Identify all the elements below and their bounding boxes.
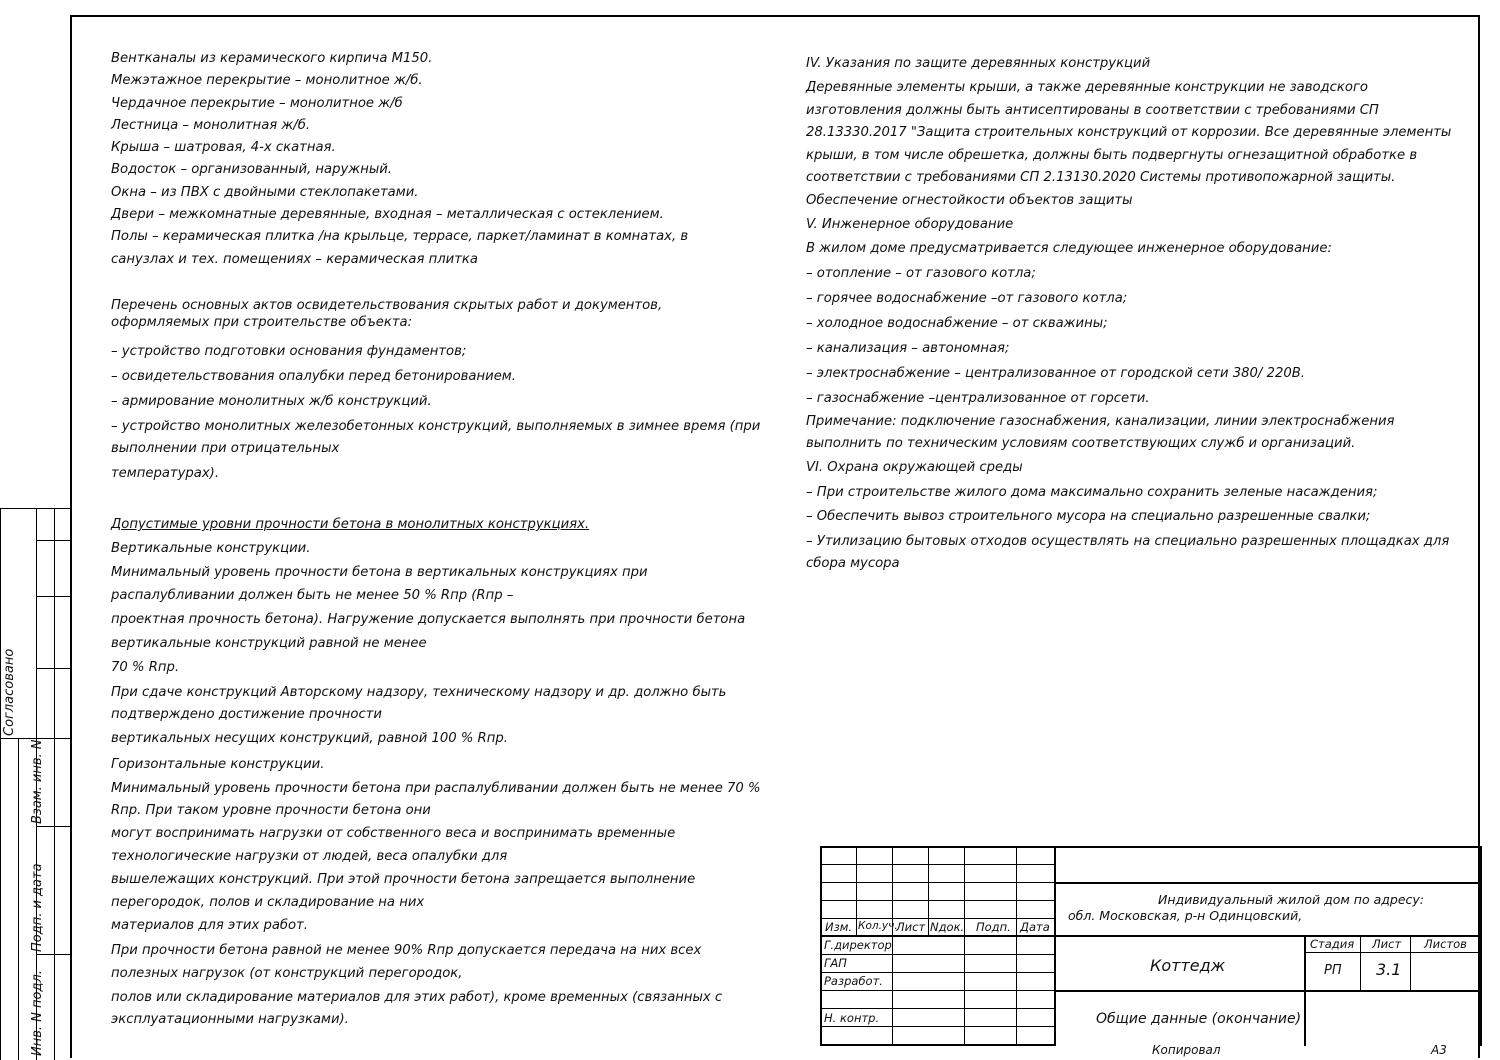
right-line: Обеспечение огнестойкости объектов защиты	[806, 192, 1133, 208]
format-label: А3	[1431, 1043, 1447, 1057]
right-line: V. Инженерное оборудование	[806, 216, 1014, 232]
concrete-line: эксплуатационными нагрузками).	[111, 1011, 349, 1027]
concrete-line: подтверждено достижение прочности	[111, 706, 382, 722]
stage-label: Стадия	[1310, 937, 1355, 951]
right-line: крыши, в том числе обрешетка, должны быть подвергнуты огнезащитной обработке в	[806, 147, 1418, 163]
sheet-title: Общие данные (окончание)	[1096, 1011, 1302, 1027]
sheets-label: Листов	[1424, 937, 1467, 951]
right-line: – При строительстве жилого дома максимально сохранить зеленые насаждения;	[806, 484, 1378, 500]
title-block	[820, 846, 1482, 1046]
col-header-change: Изм.	[825, 920, 853, 934]
right-line: – горячее водоснабжение –от газового котла;	[806, 290, 1128, 306]
spec-line: Крыша – шатровая, 4-х скатная.	[111, 140, 336, 156]
right-line: Примечание: подключение газоснабжения, канализации, линии электроснабжения	[806, 413, 1395, 429]
col-header-count: Кол.уч.	[858, 920, 898, 932]
acts-item: – освидетельствования опалубки перед бетонированием.	[111, 368, 516, 384]
acts-item: температурах).	[111, 465, 220, 481]
spec-line: Окна – из ПВХ с двойными стеклопакетами.	[111, 184, 419, 200]
acts-item: – устройство подготовки основания фундаментов;	[111, 343, 467, 359]
acts-heading: оформляемых при строительстве объекта:	[111, 314, 413, 330]
concrete-line: перегородок, полов и складирование на них	[111, 894, 425, 910]
role-director: Г.директор	[824, 938, 892, 952]
concrete-line: полезных нагрузок (от конструкций перегородок,	[111, 965, 463, 981]
concrete-line: распалубливании должен быть не менее 50 % Rпр (Rпр –	[111, 587, 514, 603]
right-line: 28.13330.2017 "Защита строительных конструкций от коррозии. Все деревянные элементы	[806, 125, 1452, 141]
copied-label: Копировал	[1152, 1043, 1221, 1057]
replace-inv-label: Взам. инв. N	[30, 739, 45, 824]
concrete-title: Допустимые уровни прочности бетона в монолитных конструкциях.	[111, 516, 590, 532]
col-header-doc: Nдок.	[930, 920, 965, 934]
spec-line: Водосток – организованный, наружный.	[111, 162, 392, 178]
concrete-line: Минимальный уровень прочности бетона при распалубливании должен быть не менее 70 %	[111, 780, 761, 796]
spec-line: Вентканалы из керамического кирпича М150.	[111, 51, 433, 66]
col-header-date: Дата	[1020, 920, 1050, 934]
right-line: – электроснабжение – централизованное от городской сети 380/ 220В.	[806, 365, 1305, 381]
role-norm-control: Н. контр.	[824, 1011, 880, 1025]
side-stamp	[0, 508, 72, 1060]
concrete-line: материалов для этих работ.	[111, 917, 308, 933]
concrete-line: При сдаче конструкций Авторскому надзору, техническому надзору и др. должно быть	[111, 684, 727, 700]
inv-orig-label: Инв. N подл.	[30, 970, 45, 1056]
right-line: – газоснабжение –централизованное от горсети.	[806, 390, 1150, 406]
sheet-label: Лист	[1372, 937, 1402, 951]
concrete-line: могут воспринимать нагрузки от собственного веса и воспринимать временные	[111, 825, 676, 841]
concrete-line: При прочности бетона равной не менее 90% Rпр допускается передача на них всех	[111, 942, 702, 958]
right-line: изготовления должны быть антисептированы в соответствии с требованиями СП	[806, 102, 1379, 118]
right-line: соответствии с требованиями СП 2.13130.2020 Системы противопожарной защиты.	[806, 170, 1396, 186]
concrete-line: 70 % Rпр.	[111, 659, 180, 675]
concrete-line: Минимальный уровень прочности бетона в вертикальных конструкциях при	[111, 564, 648, 580]
spec-line: Межэтажное перекрытие – монолитное ж/б.	[111, 73, 423, 89]
right-column	[806, 51, 1456, 573]
right-line: В жилом доме предусматривается следующее инженерное оборудование:	[806, 240, 1332, 256]
right-line: – Обеспечить вывоз строительного мусора на специально разрешенные свалки;	[806, 508, 1371, 524]
col-header-sheet: Лист	[896, 920, 926, 934]
address-line-1: Индивидуальный жилой дом по адресу:	[1158, 892, 1424, 907]
concrete-line: Горизонтальные конструкции.	[111, 756, 325, 772]
concrete-line: Rпр. При таком уровне прочности бетона они	[111, 802, 431, 818]
role-gap: ГАП	[824, 956, 847, 970]
role-developer: Разработ.	[824, 974, 883, 988]
col-header-sign: Подп.	[976, 920, 1011, 934]
spec-line: Двери – межкомнатные деревянные, входная – металлическая с остеклением.	[111, 207, 664, 223]
object-name: Коттедж	[1150, 956, 1226, 975]
acts-heading: Перечень основных актов освидетельствования скрытых работ и документов,	[111, 297, 663, 313]
right-line: сбора мусора	[806, 555, 900, 571]
concrete-line: технологические нагрузки от людей, веса опалубки для	[111, 848, 508, 864]
right-line: – канализация – автономная;	[806, 340, 1010, 356]
address-line-2: обл. Московская, р-н Одинцовский,	[1068, 908, 1303, 923]
right-line: Деревянные элементы крыши, а также деревянные конструкции не заводского	[806, 80, 1368, 95]
acts-item: – армирование монолитных ж/б конструкций.	[111, 393, 432, 409]
concrete-line: проектная прочность бетона). Нагружение допускается выполнять при прочности бетона	[111, 611, 746, 627]
right-line: VI. Охрана окружающей среды	[806, 459, 1023, 475]
spec-line: Чердачное перекрытие – монолитное ж/б	[111, 95, 403, 111]
stage-value: РП	[1324, 963, 1342, 978]
sign-date-label: Подп. и дата	[30, 863, 45, 952]
concrete-line: вертикальные конструкций равной не менее	[111, 635, 427, 651]
right-line: – холодное водоснабжение – от скважины;	[806, 315, 1108, 331]
spec-line: Полы – керамическая плитка /на крыльце, террасе, паркет/ламинат в комнатах, в	[111, 229, 689, 245]
right-line: IV. Указания по защите деревянных конструкций	[806, 56, 1151, 71]
concrete-line: вышележащих конструкций. При этой прочности бетона запрещается выполнение	[111, 871, 696, 887]
acts-item: выполнении при отрицательных	[111, 440, 340, 456]
concrete-line: Вертикальные конструкции.	[111, 540, 311, 556]
agreed-label: Согласовано	[2, 648, 17, 736]
concrete-line: полов или складирование материалов для этих работ), кроме временных (связанных с	[111, 989, 723, 1005]
spec-line: Лестница – монолитная ж/б.	[111, 117, 311, 133]
left-column	[111, 48, 771, 1029]
sheet-value: 3.1	[1376, 960, 1402, 979]
right-line: – отопление – от газового котла;	[806, 265, 1036, 281]
acts-item: – устройство монолитных железобетонных конструкций, выполняемых в зимнее время (при	[111, 418, 761, 434]
right-line: выполнить по техническим условиям соответствующих служб и организаций.	[806, 435, 1356, 451]
right-line: – Утилизацию бытовых отходов осуществлять на специально разрешенных площадках для	[806, 533, 1450, 549]
concrete-line: вертикальных несущих конструкций, равной 100 % Rпр.	[111, 730, 508, 746]
spec-line: санузлах и тех. помещениях – керамическая плитка	[111, 251, 478, 267]
